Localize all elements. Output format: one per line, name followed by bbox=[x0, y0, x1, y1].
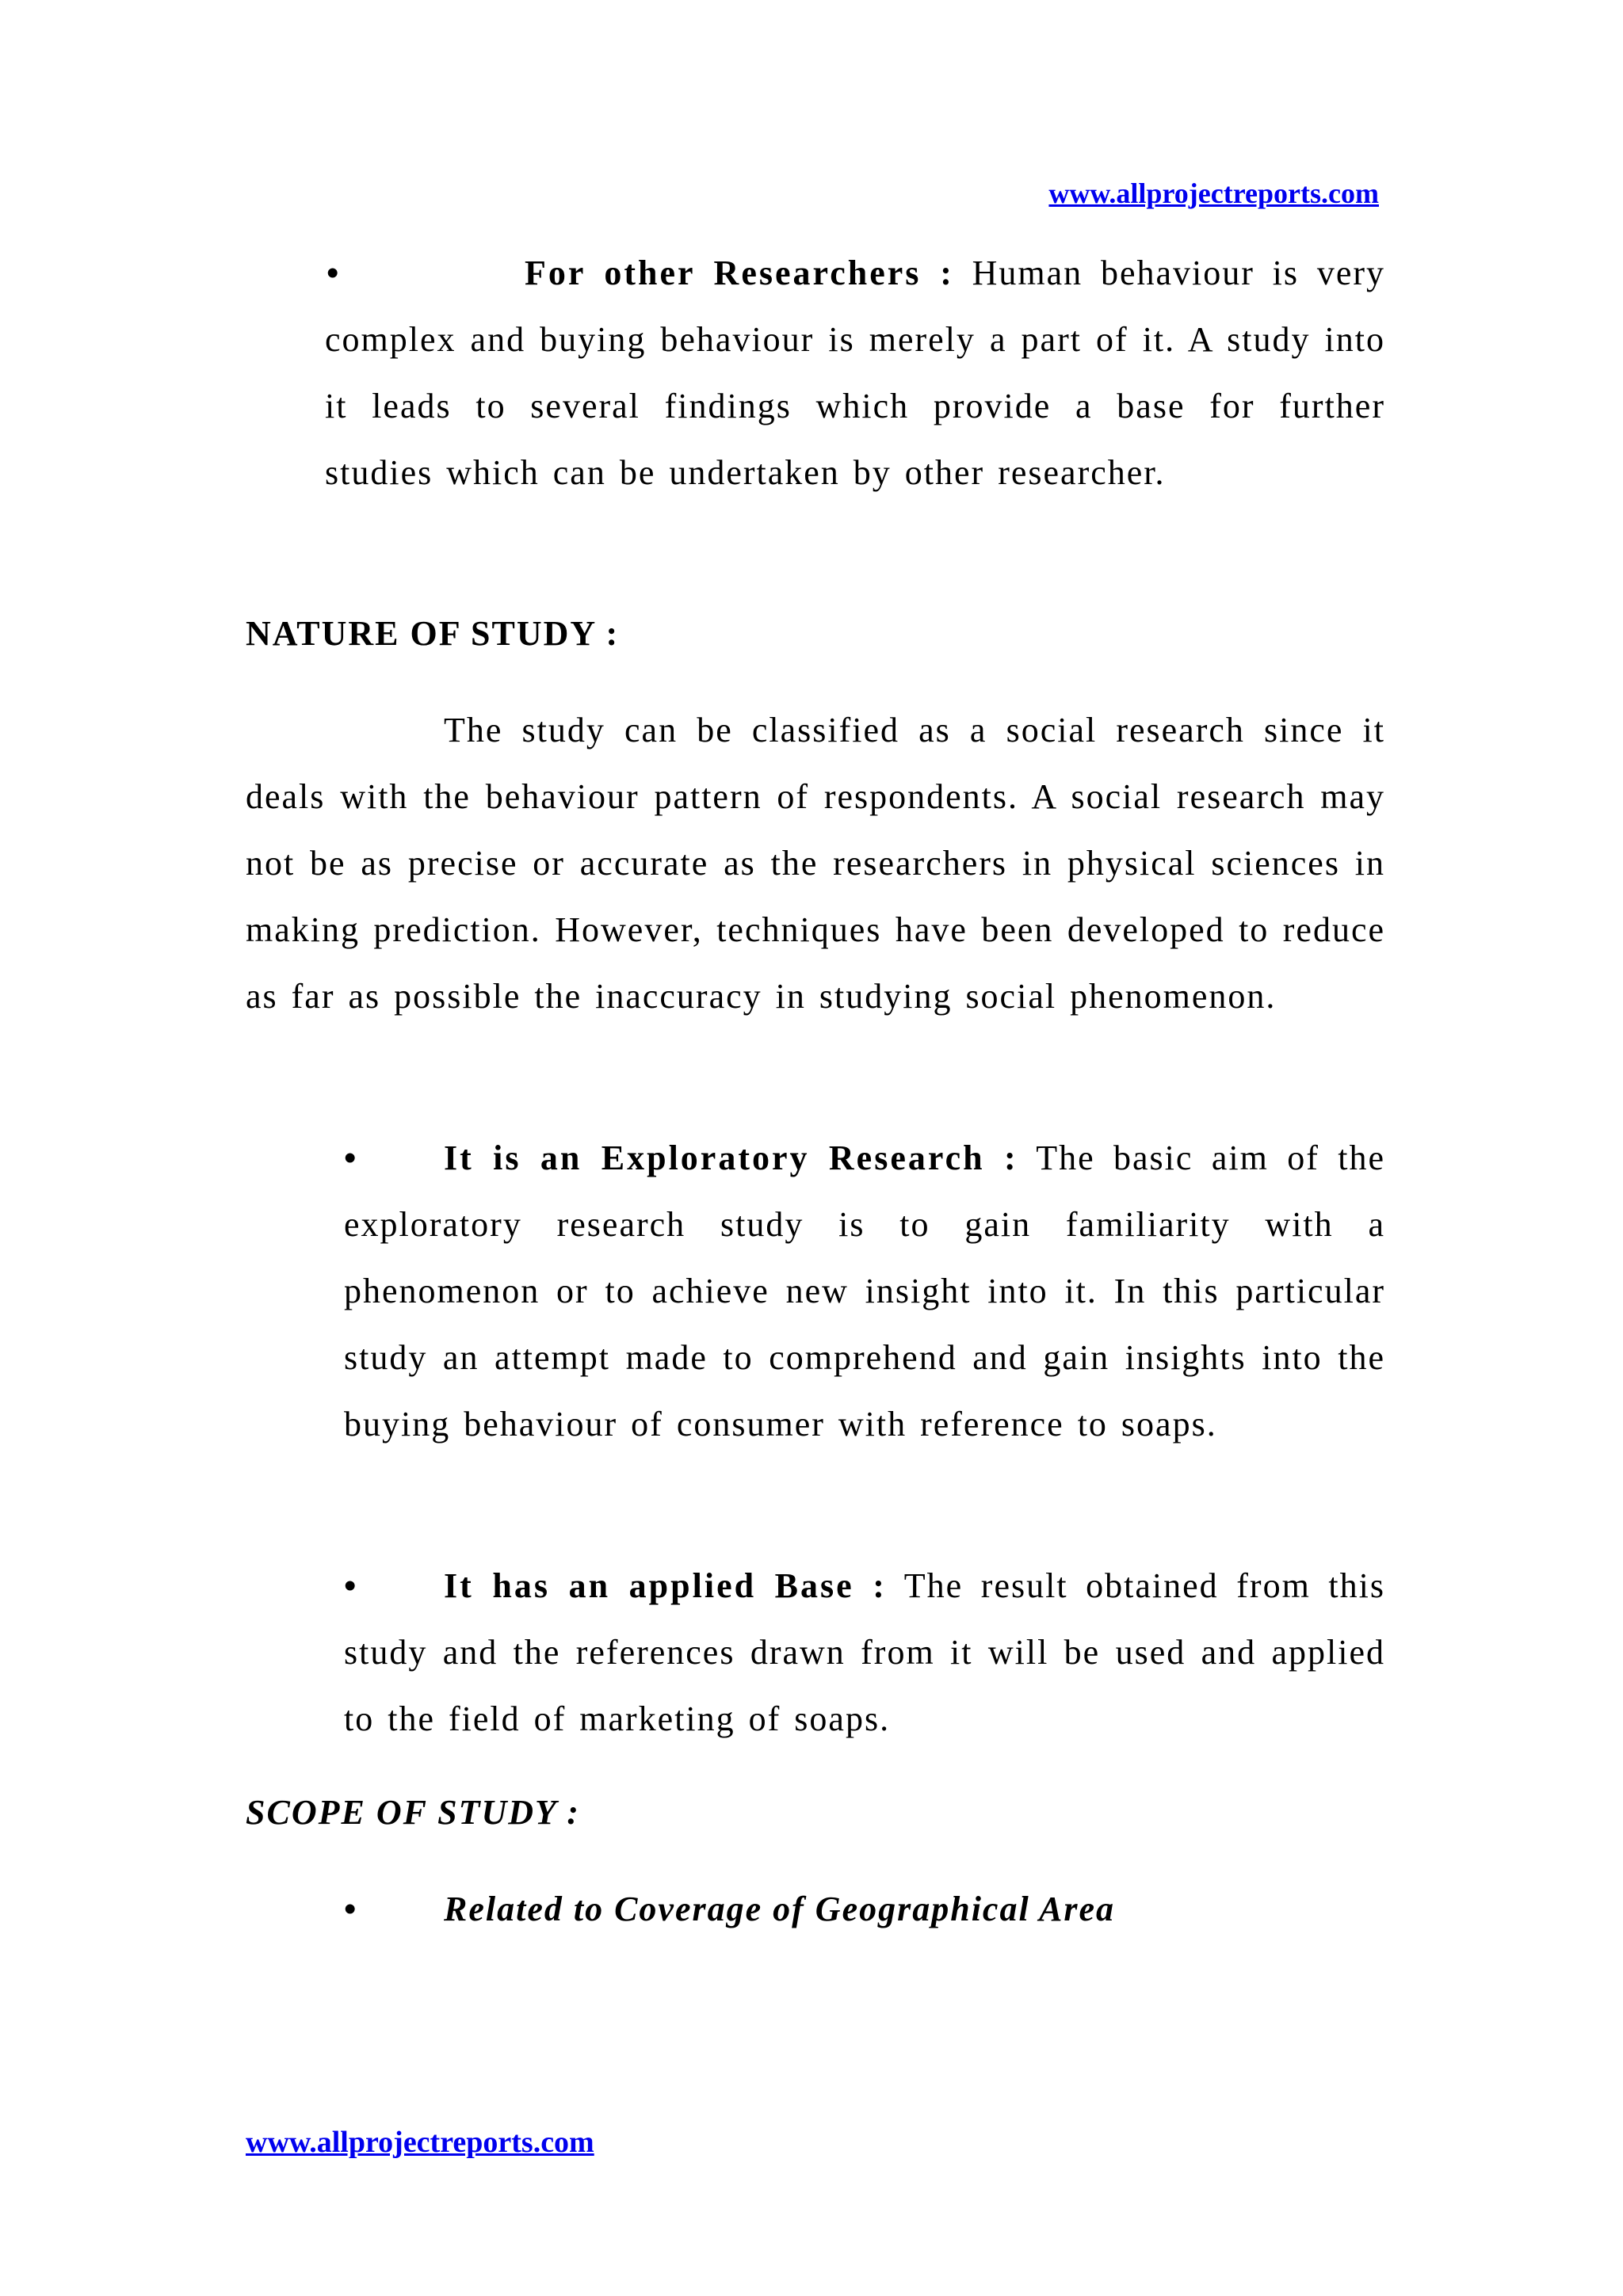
header-website-link[interactable]: www.allprojectreports.com bbox=[1048, 177, 1379, 209]
researchers-text: Human behaviour is very complex and buying behaviour is merely a part of it. A study into it leads to several findings which provide a base for further studies which can be undertaken by other researcher. bbox=[325, 254, 1385, 492]
bullet-marker: • bbox=[344, 1890, 357, 1928]
researchers-bullet-item bbox=[325, 240, 1385, 506]
applied-base-text: The result obtained from this study and the references drawn from it will be used and applied to the field of marketing of soaps. bbox=[344, 1566, 1385, 1738]
bullet-marker: • bbox=[344, 1566, 357, 1605]
bullet-marker: • bbox=[327, 254, 339, 292]
applied-base-lead: It has an applied Base : bbox=[444, 1566, 887, 1605]
bullet-marker: • bbox=[344, 1138, 357, 1177]
footer-website-link[interactable]: www.allprojectreports.com bbox=[246, 2126, 594, 2159]
scope-of-study-heading: SCOPE OF STUDY : bbox=[246, 1793, 580, 1832]
exploratory-text: The basic aim of the exploratory research study is to gain familiarity with a phenomenon or to achieve new insight into it. In this particular study an attempt made to comprehend and gain insights into the buying behaviour of consumer with reference to soaps. bbox=[344, 1138, 1385, 1444]
nature-of-study-heading: NATURE OF STUDY : bbox=[246, 614, 620, 653]
researchers-lead: For other Researchers : bbox=[525, 254, 954, 292]
nature-of-study-paragraph: The study can be classified as a social research since it deals with the behaviour pattern of respondents. A social research may not be as precise or accurate as the researchers in physical sciences in making prediction. However, techniques have been developed to reduce as far as possible the inaccuracy in studying social phenomenon. bbox=[246, 711, 1385, 1016]
exploratory-research-item bbox=[344, 1125, 1385, 1458]
geographical-area-item: Related to Coverage of Geographical Area bbox=[444, 1890, 1116, 1928]
applied-base-item bbox=[344, 1553, 1385, 1753]
exploratory-lead: It is an Exploratory Research : bbox=[444, 1138, 1018, 1177]
